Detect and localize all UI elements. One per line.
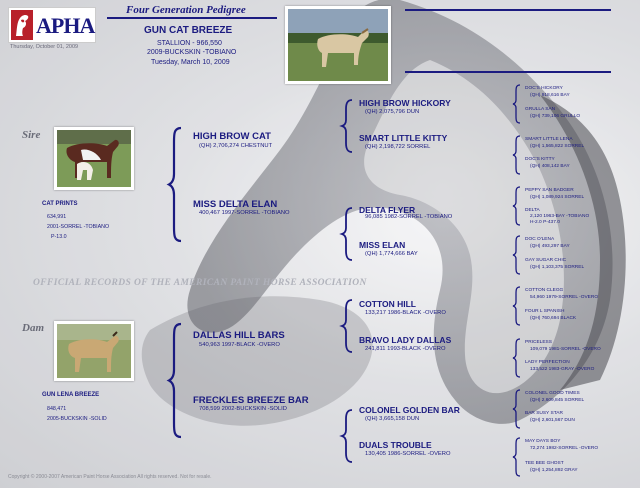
gen4-info-8: (QH) 1,103,375 SORREL [530,265,585,270]
gen4-info-15: 72,274 1982-SORREL -OVERO [530,446,599,451]
gen4-brace-8 [512,437,521,477]
gen4-brace-3 [512,186,521,226]
section-title: Four Generation Pedigree [126,4,246,16]
dam-label: Dam [22,322,44,334]
gen3-name-2: SMART LITTLE KITTY [359,133,448,143]
gen4-brace-6 [512,338,521,378]
gen4-name-3: SMART LITTLE LENA [525,137,573,142]
sire-color: 2001-SORREL -TOBIANO [47,224,110,230]
official-records-watermark: OFFICIAL RECORDS OF THE AMERICAN PAINT HORSE ASSOCIATION [33,278,367,288]
subject-birthdate: Tuesday, March 10, 2009 [151,59,230,66]
gen4-name-5: PEPPY SAN BADGER [525,188,574,193]
copyright-footer: Copyright © 2000-2007 American Paint Horse Association All rights reserved. Not for resale. [8,474,212,480]
report-date: Thursday, October 01, 2009 [10,44,79,50]
gen4-brace-7 [512,389,521,429]
gen4-info-4: (QH) 408,142 BAY [530,164,570,169]
gen3-name-7: COLONEL GOLDEN BAR [359,405,460,415]
gen4-name-7: DOC O'LENA [525,237,555,242]
horse-head-logo-icon [11,10,33,40]
gen4-name-10: FOUR L SPANISH [525,309,565,314]
subject-registration: STALLION - 966,550 [157,40,222,47]
gen3-info-5: 133,217 1986-BLACK -OVERO [365,310,446,316]
gen3-name-1: HIGH BROW HICKORY [359,98,451,108]
logo-text: APHA [36,13,95,38]
gen4-info-1: (QH) 918,616 BAY [530,93,570,98]
title-rule-left [107,17,277,19]
gen4-name-1: DOC'S HICKORY [525,86,563,91]
gen3-brace-2 [341,206,353,262]
header-rule-right-bottom [405,71,611,73]
gen3-name-8: DUALS TROUBLE [359,440,432,450]
subject-color: 2009-BUCKSKIN -TOBIANO [147,49,237,56]
gen4-name-6: DELTA [525,208,540,213]
gen3-info-1: (QH) 2,075,796 DUN [365,109,420,115]
gen3-info-3: 96,085 1982-SORREL -TOBIANO [365,214,453,220]
gen4-name-4: DOC'S KITTY [525,157,555,162]
gen4-name-8: GAY SUGAR CHIC [525,258,567,263]
gen3-info-8: 130,405 1986-SORREL -OVERO [365,451,451,457]
gen4-name-2: GRULLA SAN [525,107,556,112]
gen3-name-6: BRAVO LADY DALLAS [359,335,452,345]
sire-label: Sire [22,129,41,141]
gen3-info-2: (QH) 2,198,722 SORREL [365,144,431,150]
gen4-info-10: (QH) 760,694 BLACK [530,316,577,321]
apha-logo [8,7,96,43]
gen4-info2-6: H-2.0 P-437.0 [530,220,560,225]
dam-photo [54,321,134,381]
gen2-name-1: HIGH BROW CAT [193,131,271,142]
gen3-brace-3 [341,298,353,354]
gen3-info-7: (QH) 3,665,158 DUN [365,416,420,422]
gen4-info-2: (QH) 739,106 GRULLO [530,114,581,119]
gen4-info-6: 2,120 1963-BAY -TOBIANO [530,214,590,219]
sire-photo [54,127,134,190]
gen4-name-14: BAR SUSY STAR [525,411,563,416]
gen4-info-16: (QH) 1,254,892 GRAY [530,468,578,473]
gen4-brace-4 [512,235,521,275]
dam-brace [168,322,182,439]
gen4-info-13: (QH) 2,609,845 SORREL [530,398,585,403]
gen4-info-14: (QH) 2,601,567 DUN [530,418,575,423]
sire-name: CAT PRINTS [42,201,78,207]
gen4-name-16: TEE BEE GHOST [525,461,564,466]
gen3-info-6: 241,811 1993-BLACK -OVERO [365,346,446,352]
header-rule-right-top [405,9,611,11]
subject-photo [285,6,391,84]
gen3-name-3: DELTA FLYER [359,205,416,215]
dam-horse-image [57,324,131,378]
sire-points: P-13.0 [51,234,67,240]
gen2-info-3: 540,963 1997-BLACK -OVERO [199,342,280,348]
gen3-brace-4 [341,408,353,464]
dam-name: GUN LENA BREEZE [42,392,100,398]
gen3-name-4: MISS ELAN [359,240,406,250]
foal-photo-image [288,9,388,81]
gen4-brace-2 [512,135,521,175]
gen4-name-15: MAY DAYS BOY [525,439,561,444]
gen2-name-2: MISS DELTA ELAN [193,199,278,210]
gen2-info-2: 400,467 1997-SORREL -TOBIANO [199,210,290,216]
gen4-info-11: 109,079 1981-SORREL -OVERO [530,347,601,352]
gen2-info-1: (QH) 2,706,274 CHESTNUT [199,143,273,149]
sire-horse-image [57,130,131,187]
gen3-name-5: COTTON HILL [359,299,416,309]
sire-brace [168,126,182,243]
dam-color: 2005-BUCKSKIN -SOLID [47,416,107,422]
gen4-name-13: COLONEL GOOD TIMES [525,391,580,396]
gen4-info-9: 54,960 1979-SORREL -OVERO [530,295,599,300]
gen2-info-4: 708,599 2002-BUCKSKIN -SOLID [199,406,287,412]
gen4-info-5: (QH) 1,089,924 SORREL [530,195,585,200]
dam-reg: 848,471 [47,406,67,412]
gen4-info-3: (QH) 1,565,822 SORREL [530,144,585,149]
gen4-brace-5 [512,286,521,326]
gen4-brace-1 [512,84,521,124]
gen2-name-4: FRECKLES BREEZE BAR [193,395,309,406]
gen4-name-12: LADY PERFECTION [525,360,570,365]
sire-reg: 634,991 [47,214,67,220]
gen4-info-7: (QH) 493,297 BAY [530,244,570,249]
gen2-name-3: DALLAS HILL BARS [193,330,285,341]
subject-name: GUN CAT BREEZE [144,25,233,36]
gen3-brace-1 [341,98,353,154]
gen4-name-9: COTTON CLEGG [525,288,564,293]
gen3-info-4: (QH) 1,774,666 BAY [365,251,418,257]
gen4-info-12: 133,522 1983-GRAY -OVERO [530,367,595,372]
gen4-name-11: PRICELESS [525,340,552,345]
